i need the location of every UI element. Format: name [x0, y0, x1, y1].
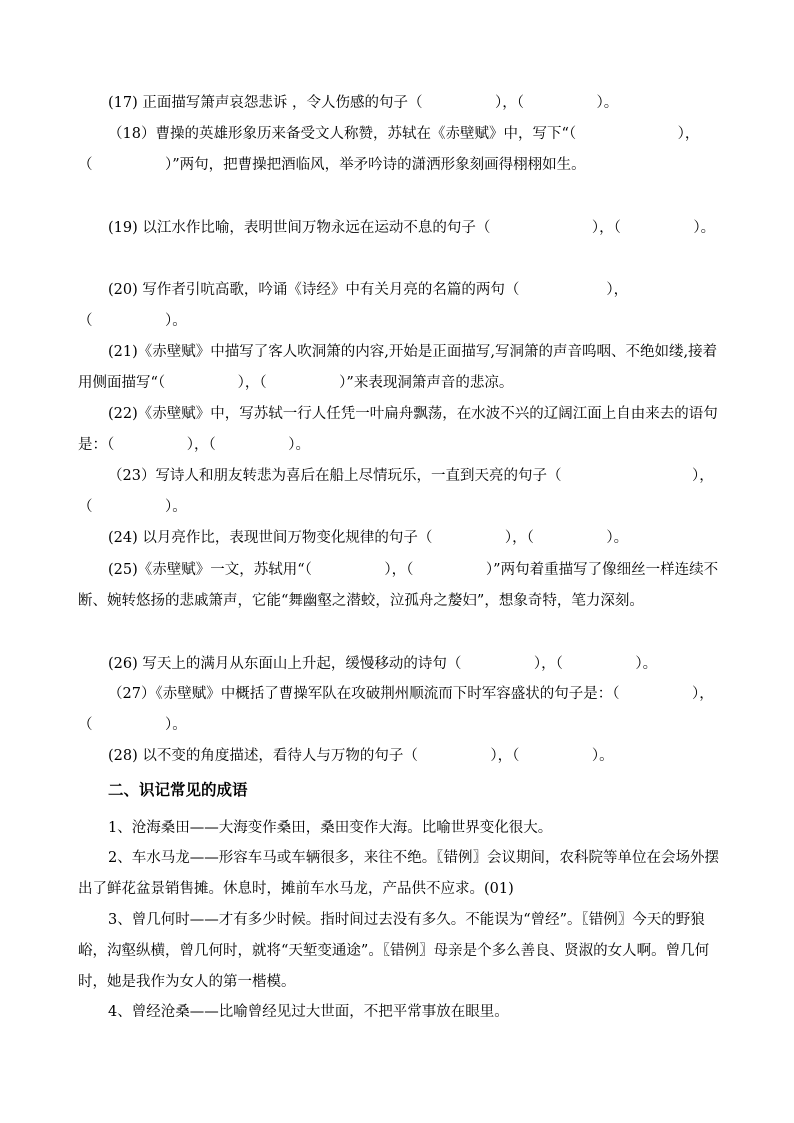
- question-21: (21)《赤壁赋》中描写了客人吹洞箫的内容,开始是正面描写,写洞箫的声音呜咽、不绝如缕,接着用侧面描写“（ ），（ ）”来表现洞箫声音的悲凉。: [78, 344, 718, 391]
- idiom-4: 4、曾经沧桑——比喻曾经见过大世面，不把平常事放在眼里。: [108, 1004, 509, 1020]
- idiom-2: 2、车水马龙——形容车马或车辆很多，来往不绝。〖错例〗会议期间，农科院等单位在会场外摆出了鲜花盆景销售摊。休息时，摊前车水马龙，产品供不应求。(01): [78, 850, 719, 897]
- question-27: （27）《赤壁赋》中概括了曹操军队在攻破荆州顺流而下时军容盛状的句子是：（ ），（ ）。: [78, 686, 714, 733]
- section-heading: 二、识记常见的成语: [108, 781, 248, 799]
- idiom-1: 1、沧海桑田——大海变作桑田，桑田变作大海。比喻世界变化很大。: [108, 820, 553, 836]
- question-26: (26) 写天上的满月从东面山上升起，缓慢移动的诗句（ ），（ ）。: [108, 656, 658, 672]
- question-28: (28) 以不变的角度描述，看待人与万物的句子（ ），（ ）。: [108, 748, 614, 764]
- question-22: (22)《赤壁赋》中，写苏轼一行人任凭一叶扁舟飘荡，在水波不兴的辽阔江面上自由来去的语句是：（ ），（ ）。: [78, 406, 718, 453]
- question-24: (24) 以月亮作比，表现世间万物变化规律的句子（ ），（ ）。: [108, 530, 629, 546]
- question-17: (17) 正面描写箫声哀怨悲诉 ，令人伤感的句子（ ），（ ）。: [108, 95, 619, 111]
- idiom-3: 3、曾几何时——才有多少时候。指时间过去没有多久。不能误为“曾经”。〖错例〗今天的野狼峪，沟壑纵横，曾几何时，就将“天堑变通途”。〖错例〗母亲是个多么善良、贤淑的女人啊。曾几何时，她是我作为女人的第一楷模。: [78, 912, 710, 990]
- question-25: (25)《赤壁赋》一文，苏轼用“（ ），（ ）”两句着重描写了像细丝一样连续不断、婉转悠扬的悲戚箫声，它能“舞幽壑之潜蛟，泣孤舟之嫠妇”，想象奇特，笔力深刻。: [78, 562, 719, 609]
- question-23: （23）写诗人和朋友转悲为喜后在船上尽情玩乐，一直到天亮的句子（ ），（ ）。: [78, 468, 714, 515]
- question-19: (19) 以江水作比喻，表明世间万物永远在运动不息的句子（ ），（ ）。: [108, 220, 716, 236]
- question-20: (20) 写作者引吭高歌，吟诵《诗经》中有关月亮的名篇的两句（ ），（ ）。: [78, 282, 629, 329]
- question-18: （18）曹操的英雄形象历来备受文人称赞，苏轼在《赤壁赋》中，写下“（ ），（ ）”两句，把曹操把酒临风，举矛吟诗的潇洒形象刻画得栩栩如生。: [78, 126, 700, 173]
